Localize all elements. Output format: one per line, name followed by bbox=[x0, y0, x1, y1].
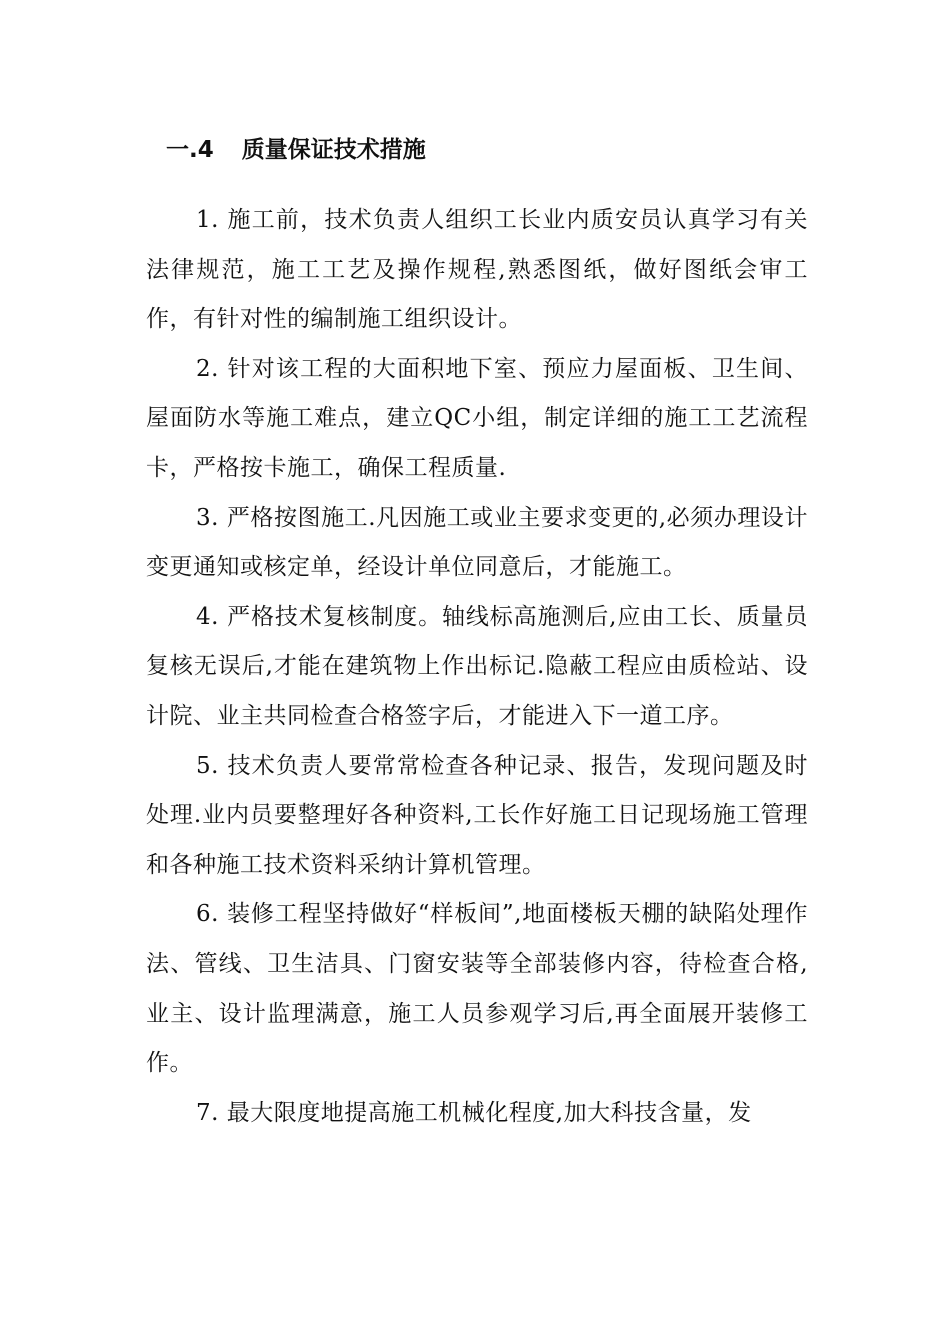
section-number: 一.4 bbox=[166, 137, 214, 163]
paragraph-3: 3. 严格按图施工.凡因施工或业主要求变更的,必须办理设计变更通知或核定单，经设计单位同意后，才能施工。 bbox=[146, 504, 808, 581]
body-text bbox=[146, 196, 808, 1138]
paragraph-1: 1. 施工前，技术负责人组织工长业内质安员认真学习有关法律规范，施工工艺及操作规程,熟悉图纸，做好图纸会审工作，有针对性的编制施工组织设计。 bbox=[146, 207, 808, 333]
paragraph-7: 7. 最大限度地提高施工机械化程度,加大科技含量，发 bbox=[196, 1099, 752, 1126]
section-title: 质量保证技术措施 bbox=[241, 137, 426, 163]
paragraph-6: 6. 装修工程坚持做好“样板间”,地面楼板天棚的缺陷处理作法、管线、卫生洁具、门窗安装等全部装修内容，待检查合格,业主、设计监理满意，施工人员参观学习后,再全面展开装修工作。 bbox=[146, 901, 808, 1077]
paragraph-5: 5. 技术负责人要常常检查各种记录、报告，发现问题及时处理.业内员要整理好各种资料,工长作好施工日记现场施工管理和各种施工技术资料采纳计算机管理。 bbox=[146, 752, 808, 878]
section-heading bbox=[166, 132, 426, 168]
paragraph-4: 4. 严格技术复核制度。轴线标高施测后,应由工长、质量员复核无误后,才能在建筑物上作出标记.隐蔽工程应由质检站、设计院、业主共同检查合格签字后，才能进入下一道工序。 bbox=[146, 603, 808, 729]
paragraph-2: 2. 针对该工程的大面积地下室、预应力屋面板、卫生间、屋面防水等施工难点，建立QC小组，制定详细的施工工艺流程卡，严格按卡施工，确保工程质量. bbox=[146, 355, 808, 481]
